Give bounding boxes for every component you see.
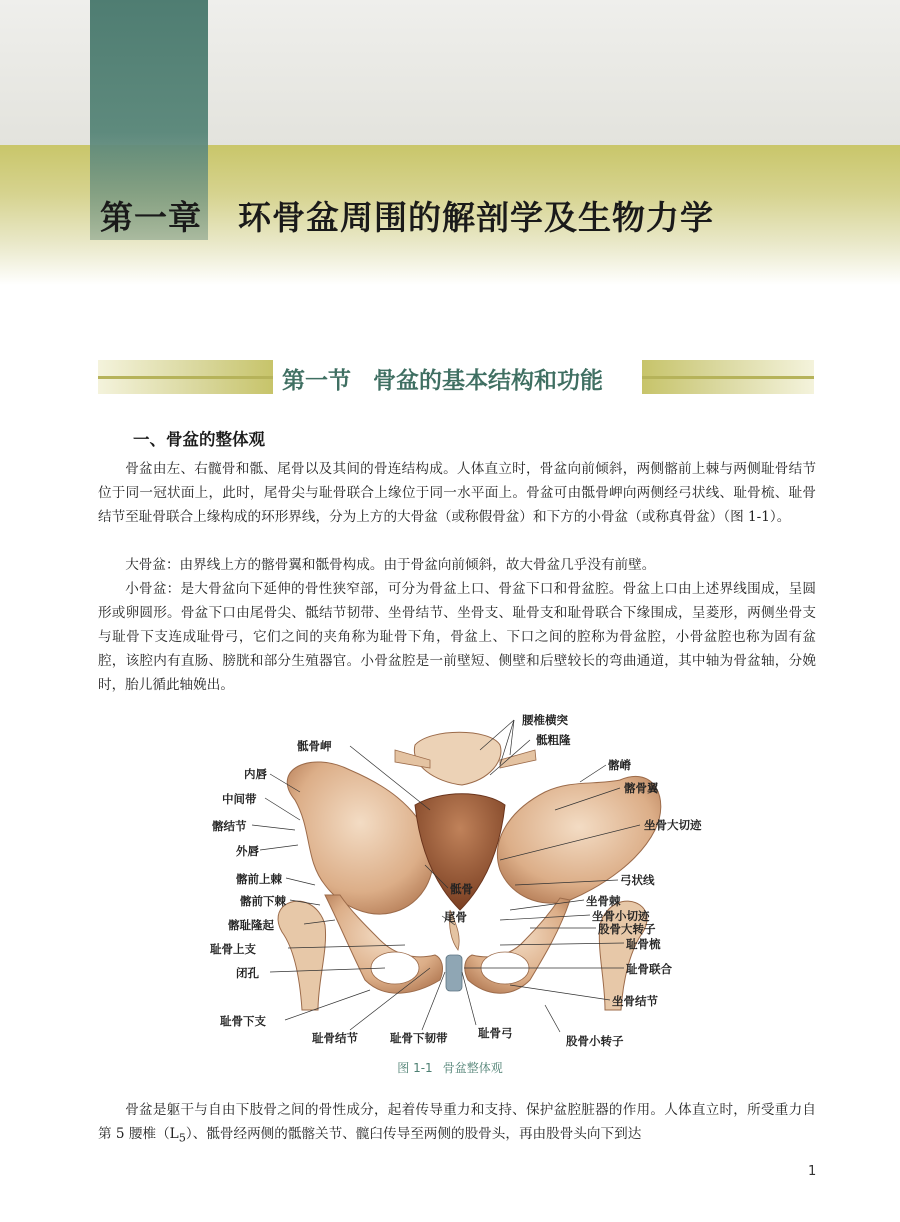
figure-caption-text: 骨盆整体观	[442, 1061, 503, 1075]
label-waichun: 外唇	[236, 844, 259, 858]
paragraph-4-before: 骨盆是躯干与自由下肢骨之间的骨性成分，起着传导重力和支持、保护盆腔脏器的作用。人体直立时，所受重力自第 5 腰椎（L	[98, 1102, 816, 1142]
label-dicu-long: 骶粗隆	[536, 733, 571, 747]
label-zuogu-jiejie: 坐骨结节	[612, 994, 658, 1008]
section-title-text: 骨盆的基本结构和功能	[373, 368, 603, 394]
label-zhongjian-dai: 中间带	[222, 792, 257, 806]
label-chigu-shu: 耻骨梳	[626, 937, 661, 951]
label-qia-qian-shangji: 髂前上棘	[236, 872, 282, 886]
subsection-title: 一、骨盆的整体观	[133, 430, 265, 449]
label-neichun: 内唇	[244, 767, 267, 781]
label-chigu-lianhe: 耻骨联合	[626, 962, 672, 976]
label-chigu-shangzhi: 耻骨上支	[210, 942, 256, 956]
section-bar-left	[98, 360, 273, 394]
label-chigu-xia-rendai: 耻骨下韧带	[390, 1031, 448, 1045]
paragraph-3: 小骨盆：是大骨盆向下延伸的骨性狭窄部，可分为骨盆上口、骨盆下口和骨盆腔。骨盆上口由上述界线围成，呈圆形或卵圆形。骨盆下口由尾骨尖、骶结节韧带、坐骨结节、坐骨支、耻骨支和耻骨联合下缘围成，呈菱形，两侧坐骨支与耻骨下支连成耻骨弓，它们之间的夹角称为耻骨下角，骨盆上、下口之间的腔称为骨盆腔，小骨盆腔也称为固有盆腔，该腔内有直肠、膀胱和部分生殖器官。小骨盆腔是一前壁短、侧壁和后壁较长的弯曲通道，其中轴为骨盆轴，分娩时，胎儿循此轴娩出。	[98, 581, 816, 693]
left-iliac-wing	[287, 762, 433, 914]
figure-number: 图 1-1	[397, 1061, 433, 1075]
chapter-title	[100, 192, 714, 239]
label-digu: 骶骨	[450, 882, 473, 896]
lumbar-vertebra	[414, 732, 501, 785]
label-qiagu-yi: 髂骨翼	[624, 781, 659, 795]
figure-caption	[0, 1059, 900, 1076]
label-chigu-gong: 耻骨弓	[478, 1026, 513, 1040]
pelvis-figure	[200, 710, 720, 1055]
paragraph-2: 大骨盆：由界线上方的髂骨翼和骶骨构成。由于骨盆向前倾斜，故大骨盆几乎没有前壁。	[125, 557, 656, 573]
section-title	[282, 362, 603, 395]
paragraph-4-after: ）、骶骨经两侧的骶髂关节、髋臼传导至两侧的股骨头，再由股骨头向下到达	[185, 1126, 642, 1142]
label-yaozhui-hengtu: 腰椎横突	[522, 713, 568, 727]
label-zuogu-da-qieji: 坐骨大切迹	[644, 818, 702, 832]
label-gongzhuang-xian: 弓状线	[620, 873, 655, 887]
label-chigu-jiejie: 耻骨结节	[312, 1031, 358, 1045]
chapter-label: 第一章	[100, 198, 202, 237]
label-gugu-xiao-zhuanzi: 股骨小转子	[566, 1034, 624, 1048]
paragraph-4	[98, 1098, 816, 1150]
label-zuogu-xiao-qieji: 坐骨小切迹	[592, 909, 650, 923]
label-dijia: 骶骨岬	[297, 739, 332, 753]
label-qiaji: 髂嵴	[608, 758, 631, 772]
label-weigu: 尾骨	[444, 910, 467, 924]
paragraph-4-subscript: 5	[178, 1130, 186, 1145]
label-gugu-da-zhuanzi: 股骨大转子	[598, 922, 656, 936]
chapter-title-text: 环骨盆周围的解剖学及生物力学	[238, 198, 714, 237]
label-bikong: 闭孔	[236, 966, 259, 980]
label-zuogu-ji: 坐骨棘	[586, 894, 621, 908]
paragraph-1: 骨盆由左、右髋骨和骶、尾骨以及其间的骨连结构成。人体直立时，骨盆向前倾斜，两侧髂前上棘与两侧耻骨结节位于同一冠状面上，此时，尾骨尖与耻骨联合上缘位于同一水平面上。骨盆可由骶骨岬向两侧经弓状线、耻骨梳、耻骨结节至耻骨联合上缘构成的环形界线，分为上方的大骨盆（或称假骨盆）和下方的小骨盆（或称真骨盆）（图 1-1）。	[98, 461, 816, 525]
section-label: 第一节	[282, 368, 351, 394]
page-number: 1	[808, 1164, 817, 1179]
section-bar-right	[642, 360, 814, 394]
pubic-symphysis	[446, 955, 462, 991]
label-chigu-xiazhi: 耻骨下支	[220, 1014, 266, 1028]
label-qia-chi-longqi: 髂耻隆起	[228, 918, 274, 932]
label-qia-qian-xiaji: 髂前下棘	[240, 894, 286, 908]
left-femur	[278, 901, 326, 1010]
label-qia-jiejie: 髂结节	[212, 819, 247, 833]
